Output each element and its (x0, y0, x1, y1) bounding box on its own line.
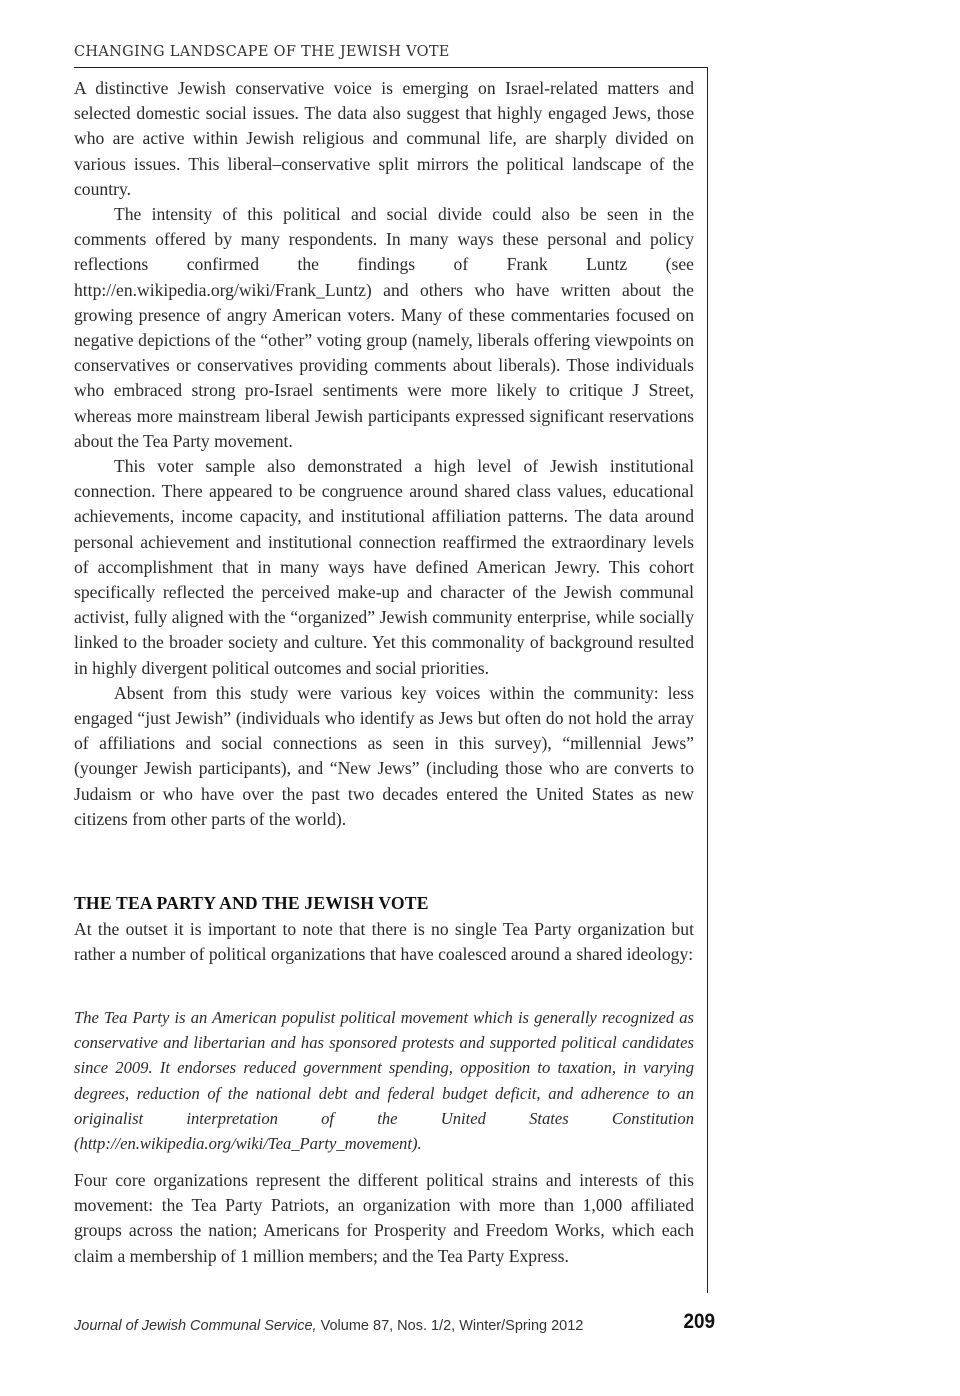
section-heading: THE TEA PARTY AND THE JEWISH VOTE (74, 893, 429, 913)
paragraph-3: This voter sample also demonstrated a high level of Jewish institutional connection. There appeared to be congruence around shared class values, educational achievements, income capacity, and institutional affiliation patterns. The data around personal achievement and institutional connection reaffirmed the extraordinary levels of accomplishment that in many ways have defined American Jewry. This cohort specifically reflected the perceived make-up and character of the Jewish communal activist, fully aligned with the “organized” Jewish community enterprise, while socially linked to the broader society and culture. Yet this commonality of background resulted in highly divergent political outcomes and social priorities. (74, 456, 694, 678)
page-number: 209 (683, 1310, 715, 1333)
paragraph-4: Absent from this study were various key voices within the community: less engaged “just Jewish” (individuals who identify as Jews but often do not hold the array of affiliations and social connections as seen in this survey), “millennial Jews” (younger Jewish participants), and “New Jews” (including those who are converts to Judaism or who have over the past two decades entered the United States as new citizens from other parts of the world). (74, 682, 694, 829)
section-intro (74, 917, 694, 967)
block-quote: The Tea Party is an American populist political movement which is generally recognized as conservative and libertarian and has sponsored protests and supported political candidates since 2009. It endorses reduced government spending, opposition to taxation, in varying degrees, reduction of the national debt and federal budget deficit, and adherence to an originalist interpretation of the United States Constitution (http://en.wikipedia.org/wiki/Tea_Party_movement). (74, 1008, 694, 1154)
closing-paragraph: Four core organizations represent the different political strains and interests of this movement: the Tea Party Patriots, an organization with more than 1,000 affiliated groups across the nation; Americans for Prosperity and Freedom Works, which each claim a membership of 1 million members; and the Tea Party Express. (74, 1170, 694, 1266)
paragraph-2: The intensity of this political and social divide could also be seen in the comments offered by many respondents. In many ways these personal and policy reflections confirmed the findings of Frank Luntz (see http://en.wikipedia.org/wiki/Frank_Luntz) and others who have written about the growing presence of angry American voters. Many of these commentaries focused on negative depictions of the “other” voting group (namely, liberals offering viewpoints on conservatives or conservatives providing comments about liberals). Those individuals who embraced strong pro-Israel sentiments were more likely to critique J Street, whereas more mainstream liberal Jewish participants expressed significant reservations about the Tea Party movement. (74, 204, 694, 451)
header-rule (74, 67, 708, 68)
journal-name: Journal of Jewish Communal Service, (74, 1318, 317, 1334)
running-head: CHANGING LANDSCAPE OF THE JEWISH VOTE (74, 44, 450, 60)
footer-citation (74, 1318, 583, 1334)
margin-rule (707, 67, 708, 1293)
body-text (74, 76, 694, 832)
section-intro-text: At the outset it is important to note that there is no single Tea Party organization but rather a number of political organizations that have coalesced around a shared ideology: (74, 919, 694, 965)
journal-volume: Volume 87, Nos. 1/2, Winter/Spring 2012 (316, 1318, 584, 1334)
paragraph-1: A distinctive Jewish conservative voice is emerging on Israel-related matters and selected domestic social issues. The data also suggest that highly engaged Jews, those who are active within Jewish religious and communal life, are sharply divided on various issues. This liberal–conservative split mirrors the political landscape of the country. (74, 78, 694, 199)
